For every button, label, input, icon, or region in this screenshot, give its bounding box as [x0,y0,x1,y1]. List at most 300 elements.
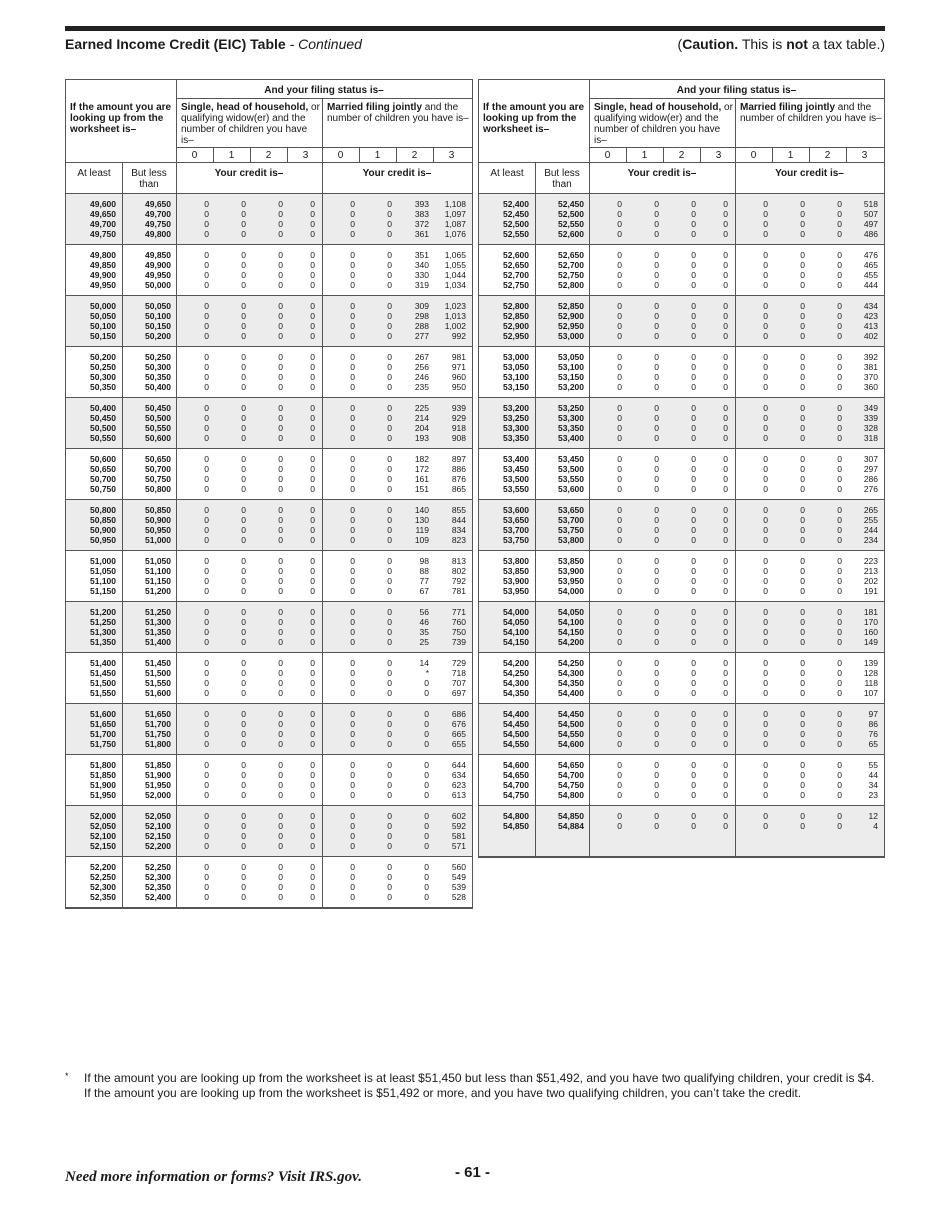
credit-cell: 392 [863,352,878,362]
table-row [66,658,472,668]
at-least-cell: 51,600 [90,709,116,719]
credit-cell: 0 [387,637,392,647]
credit-cell: 0 [617,760,622,770]
credit-cell: 0 [837,525,842,535]
children-count-header: 2 [824,150,831,161]
credit-cell: 0 [278,811,283,821]
credit-cell: 0 [654,260,659,270]
credit-cell: 170 [863,617,878,627]
credit-cell: 0 [387,229,392,239]
at-least-cell: 50,700 [90,474,116,484]
credit-cell: 0 [800,678,805,688]
at-least-cell: 52,300 [90,882,116,892]
but-less-cell: 52,000 [145,790,171,800]
credit-cell: 0 [350,658,355,668]
footnote-marker: * [65,1071,69,1081]
credit-cell: 119 [415,525,429,535]
credit-cell: 0 [241,301,246,311]
credit-cell: 0 [424,872,429,882]
credit-cell: 0 [763,566,768,576]
but-less-cell: 52,100 [145,821,171,831]
credit-cell: 0 [617,464,622,474]
credit-cell: 0 [691,403,696,413]
at-least-cell: 54,650 [503,770,529,780]
but-less-cell: 50,950 [145,525,171,535]
credit-cell: 0 [204,423,209,433]
credit-cell: 172 [414,464,429,474]
table-row [66,280,472,290]
at-least-cell: 51,150 [90,586,116,596]
credit-cell: 0 [691,423,696,433]
credit-cell: 0 [310,321,315,331]
credit-cell: 0 [278,688,283,698]
credit-cell: 0 [837,352,842,362]
at-least-cell: 51,500 [90,678,116,688]
at-least-cell: 52,950 [503,331,529,341]
but-less-cell: 52,350 [145,882,171,892]
credit-cell: 0 [204,209,209,219]
divider [735,98,736,193]
table-row [66,566,472,576]
credit-cell: 0 [241,433,246,443]
credit-cell: 0 [800,352,805,362]
credit-cell: 0 [350,607,355,617]
credit-cell: 0 [204,505,209,515]
table-row [66,617,472,627]
credit-cell: 0 [800,709,805,719]
children-count-header: 1 [787,150,794,161]
credit-cell: 0 [241,892,246,902]
table-row [66,311,472,321]
credit-cell: 288 [414,321,429,331]
credit-cell: 0 [204,484,209,494]
but-less-cell: 52,600 [558,229,584,239]
credit-cell: 0 [278,321,283,331]
credit-cell: 0 [424,678,429,688]
but-less-cell: 52,200 [145,841,171,851]
at-least-cell: 51,550 [90,688,116,698]
credit-cell: 0 [350,831,355,841]
credit-cell: 0 [800,821,805,831]
table-row [66,474,472,484]
credit-cell: 0 [723,464,728,474]
credit-cell: 0 [350,821,355,831]
at-least-cell: 53,600 [503,505,529,515]
single-status-label: Single, head of household, or qualifying widow(er) and the number of children you have is– [181,102,320,146]
credit-cell: 0 [278,403,283,413]
credit-cell: 0 [241,474,246,484]
row-group [66,398,472,449]
credit-cell: 128 [863,668,878,678]
credit-cell: 0 [617,260,622,270]
credit-cell: 0 [387,331,392,341]
credit-cell: 0 [837,484,842,494]
table-row [479,362,884,372]
credit-cell: 0 [350,280,355,290]
credit-cell: 0 [204,576,209,586]
credit-cell: 0 [310,556,315,566]
credit-cell: 0 [617,301,622,311]
credit-cell: 0 [350,729,355,739]
credit-cell: 592 [451,821,466,831]
credit-cell: 0 [387,423,392,433]
credit-cell: 0 [763,658,768,668]
credit-cell: 0 [310,352,315,362]
credit-cell: 0 [837,413,842,423]
credit-cell: 0 [387,362,392,372]
credit-cell: 0 [350,229,355,239]
credit-cell: 0 [691,586,696,596]
credit-cell: 0 [691,668,696,678]
credit-cell: 0 [654,454,659,464]
credit-cell: 0 [723,362,728,372]
divider [772,147,773,162]
credit-cell: 0 [654,311,659,321]
row-group [479,398,884,449]
credit-cell: 0 [691,719,696,729]
credit-cell: 118 [864,678,878,688]
credit-cell: 0 [837,454,842,464]
table-row [479,331,884,341]
credit-cell: 0 [837,209,842,219]
at-least-cell: 53,350 [503,433,529,443]
credit-cell: 0 [763,821,768,831]
at-least-cell: 53,750 [503,535,529,545]
credit-cell: 267 [414,352,429,362]
credit-cell: 0 [350,525,355,535]
credit-cell: 0 [424,862,429,872]
at-least-cell: 49,700 [90,219,116,229]
credit-cell: 0 [691,250,696,260]
credit-cell: 0 [723,260,728,270]
credit-cell: 0 [654,719,659,729]
credit-cell: 0 [723,474,728,484]
table-row [479,576,884,586]
eic-table-right [478,79,885,858]
but-less-cell: 51,100 [145,566,171,576]
credit-cell: 309 [414,301,429,311]
credit-cell: 0 [424,709,429,719]
credit-cell: 0 [654,199,659,209]
credit-cell: 0 [387,668,392,678]
at-least-cell: 50,600 [90,454,116,464]
credit-cell: 351 [414,250,429,260]
credit-cell: 0 [800,658,805,668]
credit-cell: 0 [350,892,355,902]
credit-cell: 0 [350,515,355,525]
credit-cell: 0 [310,260,315,270]
at-least-cell: 51,250 [90,617,116,627]
credit-cell: 88 [419,566,429,576]
at-least-cell: 53,800 [503,556,529,566]
but-less-cell: 51,450 [145,658,171,668]
credit-cell: 0 [310,607,315,617]
table-row [66,811,472,821]
credit-cell: 0 [617,250,622,260]
but-less-cell: 49,750 [145,219,171,229]
credit-cell: 0 [278,260,283,270]
credit-cell: 802 [451,566,466,576]
but-less-cell: 51,850 [145,760,171,770]
credit-cell: 0 [350,882,355,892]
credit-cell: 0 [617,454,622,464]
but-less-cell: 51,700 [145,719,171,729]
credit-cell: 318 [863,433,878,443]
credit-cell: 0 [204,464,209,474]
credit-cell: 0 [723,311,728,321]
but-less-cell: 50,600 [145,433,171,443]
but-less-cell: 52,850 [558,301,584,311]
credit-cell: 0 [350,586,355,596]
at-least-cell: 50,650 [90,464,116,474]
but-less-cell: 50,100 [145,311,171,321]
credit-cell: 0 [350,678,355,688]
credit-cell: 0 [691,688,696,698]
credit-cell: 0 [837,433,842,443]
credit-cell: 0 [350,433,355,443]
at-least-cell: 50,800 [90,505,116,515]
credit-cell: 0 [763,770,768,780]
credit-cell: 0 [617,331,622,341]
at-least-cell: 54,800 [503,811,529,821]
credit-cell: 0 [800,403,805,413]
credit-cell: 0 [723,688,728,698]
but-less-cell: 53,100 [558,362,584,372]
table-row [66,831,472,841]
credit-cell: 0 [617,321,622,331]
credit-cell: 0 [350,372,355,382]
credit-cell: 307 [863,454,878,464]
credit-cell: 0 [837,627,842,637]
at-least-cell: 52,700 [503,270,529,280]
credit-cell: 0 [617,709,622,719]
at-least-cell: 49,600 [90,199,116,209]
credit-cell: 0 [278,219,283,229]
credit-cell: 0 [723,525,728,535]
credit-cell: 0 [204,892,209,902]
but-less-cell: 54,700 [558,770,584,780]
credit-cell: 0 [763,637,768,647]
credit-cell: 0 [837,260,842,270]
but-less-cell: 53,750 [558,525,584,535]
caution-note: (Caution. This is not a tax table.) [677,36,885,52]
at-least-cell: 54,450 [503,719,529,729]
row-group [479,296,884,347]
credit-cell: 0 [837,719,842,729]
table-row [66,862,472,872]
credit-cell: 0 [800,617,805,627]
credit-cell: 0 [278,199,283,209]
credit-cell: 644 [451,760,466,770]
credit-cell: 0 [387,464,392,474]
credit-cell: 0 [800,433,805,443]
credit-cell: 0 [310,841,315,851]
credit-cell: 0 [350,209,355,219]
but-less-cell: 54,800 [558,790,584,800]
credit-cell: 0 [310,729,315,739]
table-row [479,770,884,780]
credit-cell: 276 [863,484,878,494]
but-less-cell: 53,500 [558,464,584,474]
credit-cell: 0 [204,719,209,729]
credit-cell: 0 [350,321,355,331]
table-row [479,658,884,668]
table-row [479,688,884,698]
credit-cell: 0 [204,729,209,739]
credit-cell: 0 [723,627,728,637]
credit-cell: 0 [387,311,392,321]
credit-cell: 0 [617,821,622,831]
at-least-cell: 50,750 [90,484,116,494]
credit-cell: 0 [204,811,209,821]
credit-cell: 0 [278,525,283,535]
credit-cell: 0 [800,607,805,617]
credit-cell: 0 [800,454,805,464]
top-rule [65,26,885,31]
credit-cell: 771 [451,607,466,617]
credit-cell: 0 [424,780,429,790]
table-row [66,464,472,474]
credit-cell: 0 [350,841,355,851]
credit-cell: 0 [763,617,768,627]
credit-cell: 0 [278,872,283,882]
credit-cell: 381 [863,362,878,372]
credit-cell: 0 [763,260,768,270]
credit-cell: 0 [387,321,392,331]
table-row [479,250,884,260]
at-least-cell: 54,750 [503,790,529,800]
credit-cell: 0 [837,250,842,260]
table-row [66,321,472,331]
credit-cell: 0 [278,535,283,545]
credit-cell: 0 [310,219,315,229]
children-count-header: 2 [411,150,418,161]
credit-cell: 0 [204,637,209,647]
table-row [479,586,884,596]
but-less-cell: 51,950 [145,780,171,790]
credit-cell: 0 [723,617,728,627]
credit-cell: 0 [310,423,315,433]
credit-cell: 0 [723,209,728,219]
credit-cell: 265 [863,505,878,515]
credit-cell: 0 [350,535,355,545]
credit-cell: 0 [617,382,622,392]
credit-cell: 0 [310,709,315,719]
at-least-cell: 50,450 [90,413,116,423]
credit-cell: 0 [617,607,622,617]
at-least-cell: 52,750 [503,280,529,290]
but-less-cell: 51,350 [145,627,171,637]
credit-cell: 0 [310,719,315,729]
but-less-cell: 50,750 [145,474,171,484]
table-row [66,535,472,545]
credit-cell: 0 [654,678,659,688]
credit-cell: 202 [863,576,878,586]
table-row [66,719,472,729]
credit-cell: 602 [451,811,466,821]
credit-cell: 0 [387,403,392,413]
credit-cell: 0 [204,280,209,290]
at-least-cell: 51,200 [90,607,116,617]
credit-cell: 277 [414,331,429,341]
credit-cell: 151 [414,484,429,494]
table-header [66,80,472,194]
at-least-cell: 50,150 [90,331,116,341]
credit-cell: 0 [350,311,355,321]
credit-cell: 0 [310,525,315,535]
credit-cell: 0 [310,433,315,443]
credit-cell: 0 [387,535,392,545]
but-less-cell: 52,650 [558,250,584,260]
credit-cell: 0 [837,270,842,280]
credit-cell: 297 [863,464,878,474]
at-least-cell: 51,450 [90,668,116,678]
credit-cell: 0 [310,892,315,902]
but-less-cell: 51,800 [145,739,171,749]
but-less-cell: 54,500 [558,719,584,729]
credit-cell: 0 [424,770,429,780]
credit-cell: 0 [241,413,246,423]
credit-cell: 0 [723,250,728,260]
but-less-cell: 51,150 [145,576,171,586]
credit-cell: 0 [800,474,805,484]
credit-cell: 0 [617,484,622,494]
credit-cell: 0 [654,219,659,229]
credit-cell: 0 [723,780,728,790]
but-less-cell: 50,050 [145,301,171,311]
credit-cell: 0 [310,382,315,392]
credit-cell: 0 [387,688,392,698]
credit-cell: 0 [241,760,246,770]
credit-cell: 0 [278,668,283,678]
credit-cell: 0 [204,668,209,678]
table-row [479,515,884,525]
but-less-cell: 49,700 [145,209,171,219]
table-row [66,872,472,882]
credit-cell: 0 [837,770,842,780]
at-least-cell: 54,400 [503,709,529,719]
credit-cell: 0 [204,433,209,443]
table-header [479,80,884,194]
credit-cell: 0 [617,719,622,729]
credit-cell: 0 [691,454,696,464]
credit-cell: 0 [723,821,728,831]
credit-cell: 486 [863,229,878,239]
credit-cell: 0 [800,627,805,637]
at-least-cell: 54,050 [503,617,529,627]
credit-cell: 0 [241,586,246,596]
credit-cell: 971 [451,362,466,372]
credit-cell: 0 [763,280,768,290]
credit-cell: 0 [278,739,283,749]
credit-cell: 0 [278,709,283,719]
credit-cell: 319 [414,280,429,290]
but-less-cell: 54,750 [558,780,584,790]
credit-cell: 0 [278,372,283,382]
credit-cell: 0 [691,505,696,515]
credit-cell: 0 [723,658,728,668]
credit-cell: 1,097 [444,209,466,219]
credit-cell: 707 [451,678,466,688]
divider [809,147,810,162]
credit-cell: 0 [204,474,209,484]
credit-cell: 0 [204,841,209,851]
credit-cell: 0 [310,372,315,382]
credit-cell: 0 [387,780,392,790]
at-least-cell: 54,300 [503,678,529,688]
credit-cell: 0 [723,413,728,423]
table-row [66,688,472,698]
